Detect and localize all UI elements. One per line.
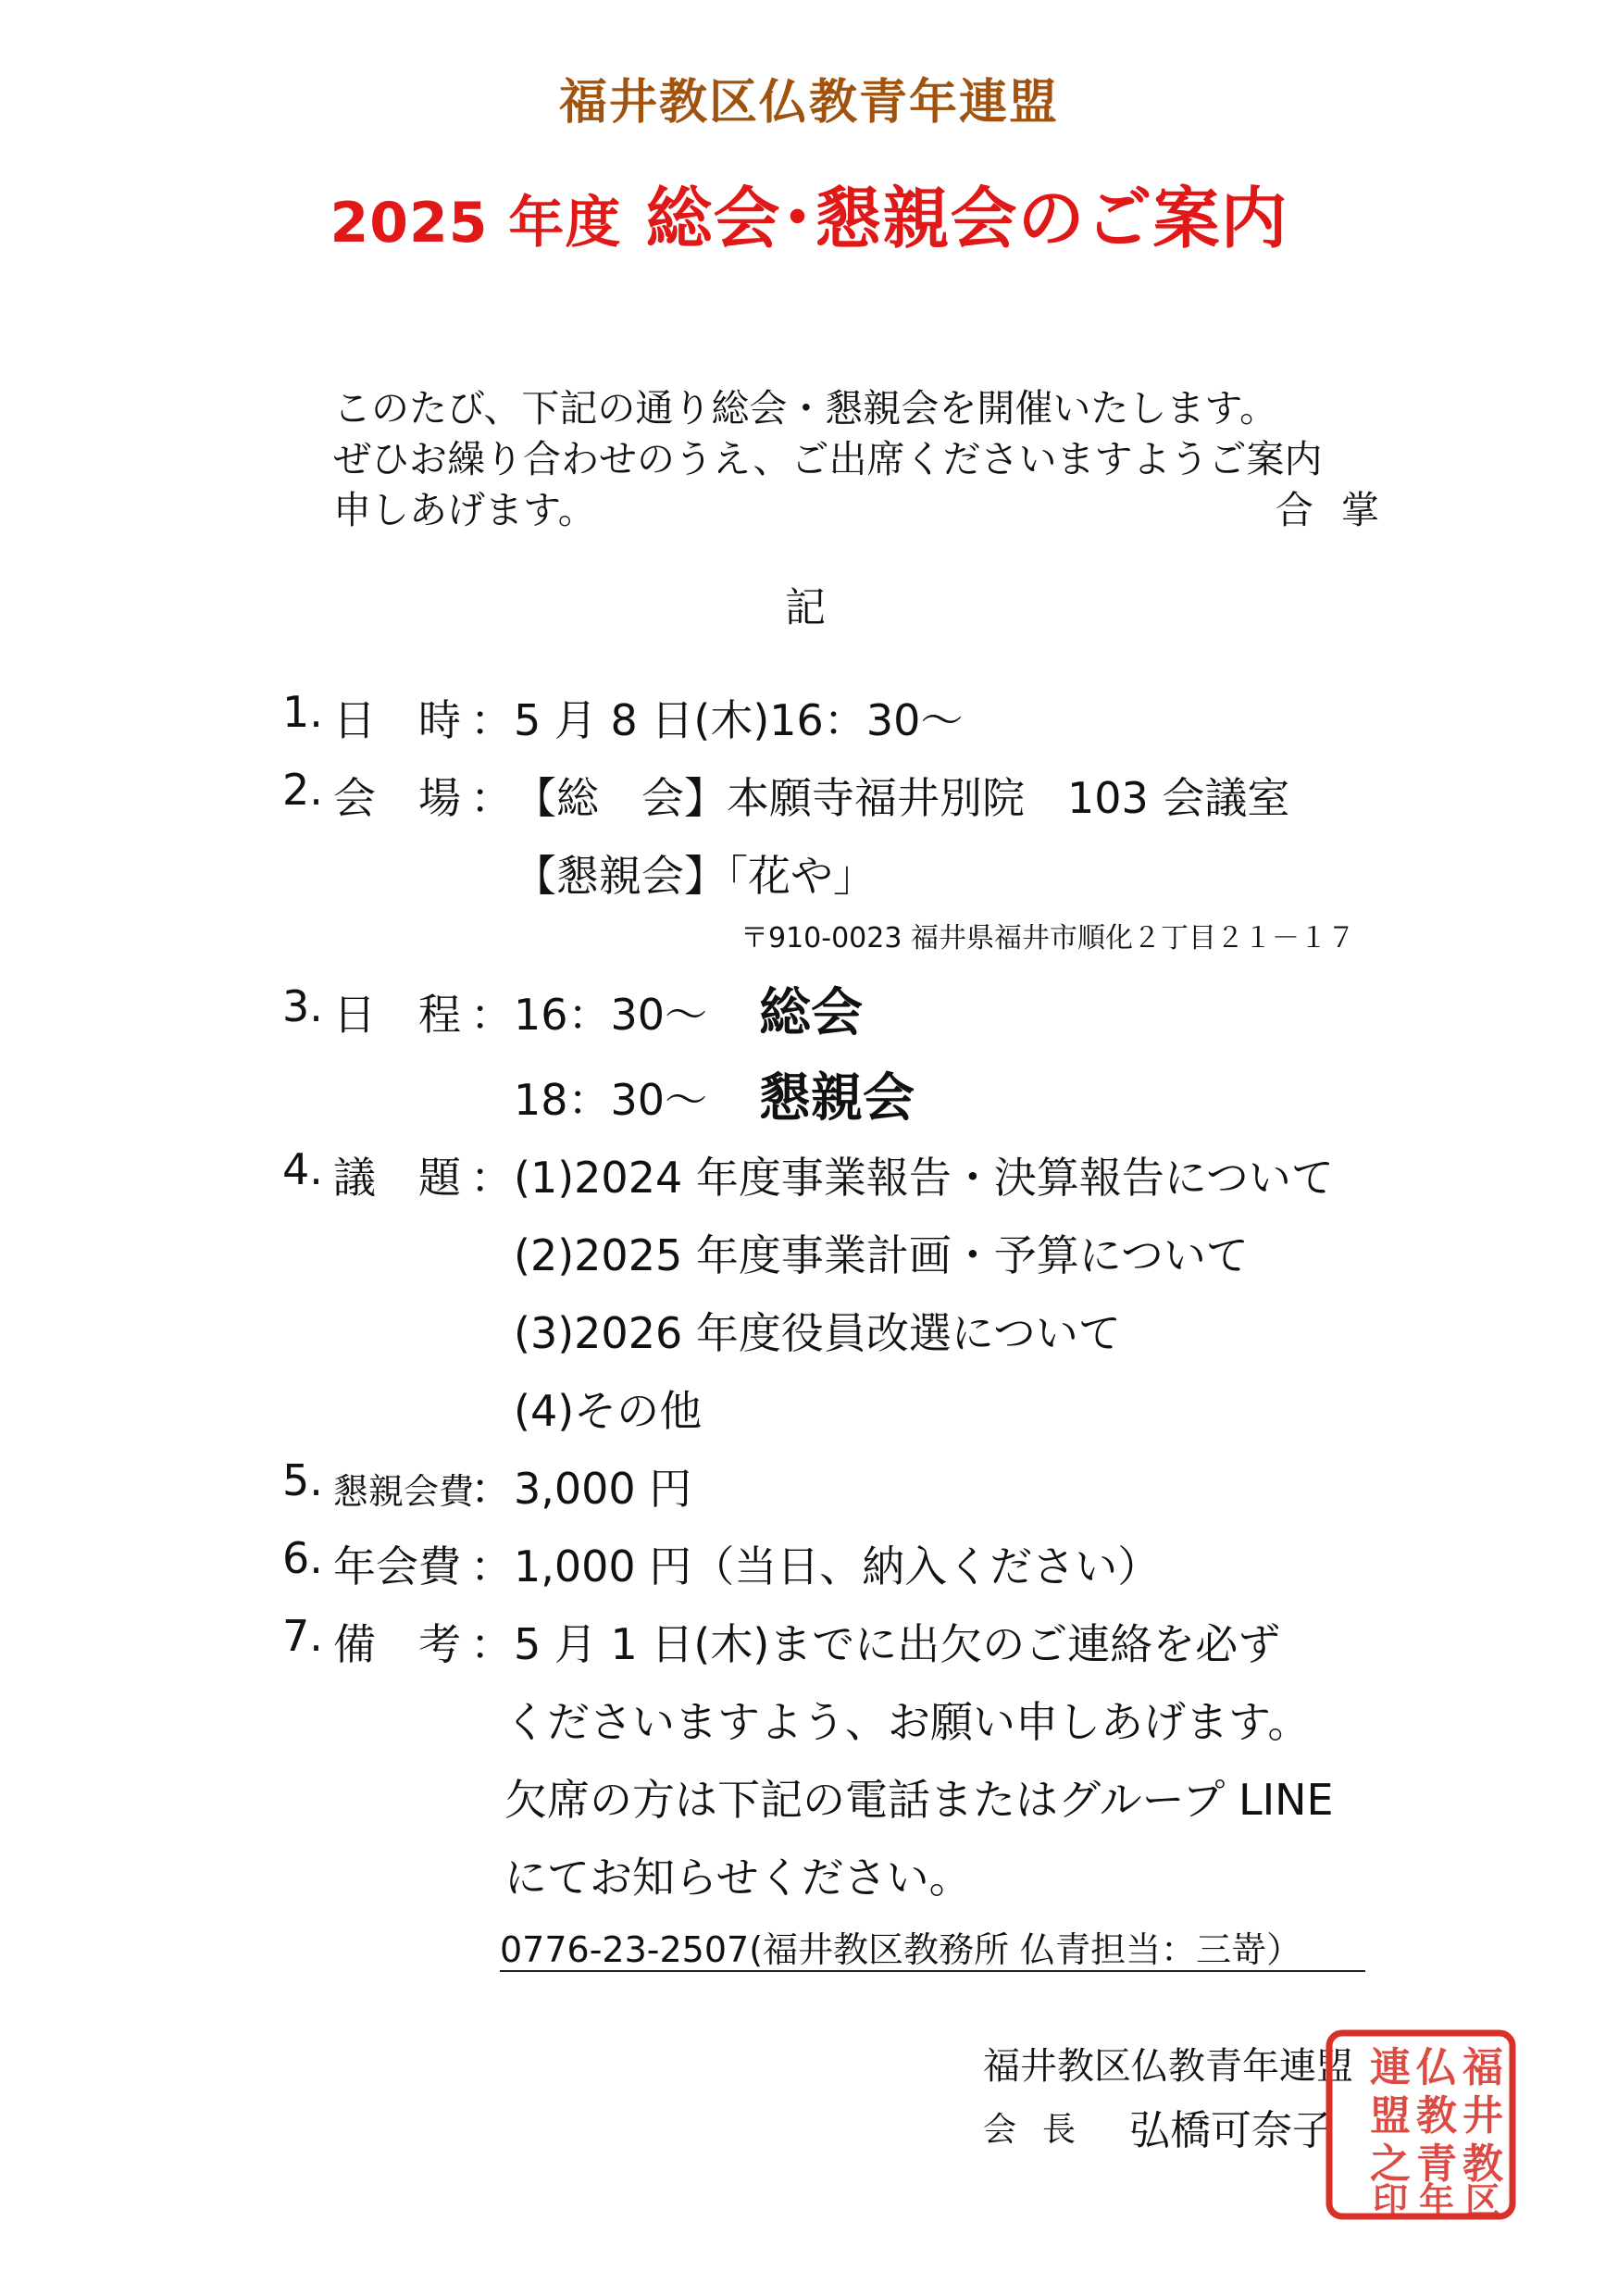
item-label-venue: 会 場 xyxy=(333,773,461,823)
svg-text:区: 区 xyxy=(1464,2179,1501,2221)
item-number-5: 5. xyxy=(282,1455,323,1505)
svg-text:井: 井 xyxy=(1462,2092,1503,2140)
notes-line: くださいますよう、お願い申しあげます。 xyxy=(504,1697,1311,1747)
agenda-entry: (1)2024 年度事業報告・決算報告について xyxy=(514,1153,1334,1203)
item-number-1: 1. xyxy=(282,687,323,737)
item-label-schedule: 日 程 xyxy=(333,990,461,1040)
item-colon: ： xyxy=(470,990,513,1040)
svg-text:盟: 盟 xyxy=(1370,2092,1411,2140)
item-label-party-fee: 懇親会費 xyxy=(333,1471,475,1512)
item-value-annual-fee: 1,000 円（当日、納入ください） xyxy=(514,1541,1161,1591)
item-value-date: 5 月 8 日(木)16：30～ xyxy=(514,695,964,745)
notes-line: にてお知らせください。 xyxy=(504,1853,972,1903)
item-colon: ： xyxy=(470,1153,513,1203)
signature-role: 会長 xyxy=(983,2111,1102,2149)
title-year: 2025 年度 xyxy=(330,191,622,256)
svg-text:連: 連 xyxy=(1370,2044,1411,2091)
intro-line-3: 申しあげます。 xyxy=(333,488,596,532)
item-colon: ： xyxy=(470,1619,513,1669)
agenda-entry: (3)2026 年度役員改選について xyxy=(514,1308,1121,1358)
item-colon: ： xyxy=(470,695,513,745)
item-colon: ： xyxy=(470,1541,513,1591)
organization-title: 福井教区仏教青年連盟 xyxy=(558,75,1059,131)
seal-stamp xyxy=(1324,2028,1518,2222)
item-label-annual-fee: 年会費 xyxy=(333,1541,461,1591)
intro-line-2: ぜひお繰り合わせのうえ、ご出席くださいますようご案内 xyxy=(333,437,1323,481)
item-number-3: 3. xyxy=(282,981,323,1031)
intro-line-1: このたび、下記の通り総会・懇親会を開催いたします。 xyxy=(333,386,1278,430)
contact-underline xyxy=(500,1970,1365,1972)
svg-text:教: 教 xyxy=(1462,2140,1503,2188)
svg-text:教: 教 xyxy=(1416,2092,1457,2140)
notes-line: 5 月 1 日(木)までに出欠のご連絡を必ず xyxy=(514,1619,1281,1669)
item-label-date: 日 時 xyxy=(333,695,461,745)
notes-line: 欠席の方は下記の電話またはグループ LINE xyxy=(504,1775,1334,1825)
item-label-agenda: 議 題 xyxy=(333,1153,461,1203)
ki-heading: 記 xyxy=(785,584,826,631)
closing-gassho: 合掌 xyxy=(1276,488,1407,532)
schedule-event-2: 懇親会 xyxy=(759,1068,915,1129)
schedule-event-1: 総会 xyxy=(759,983,863,1043)
svg-text:青: 青 xyxy=(1416,2140,1457,2188)
item-number-4: 4. xyxy=(282,1144,323,1194)
item-colon: ： xyxy=(470,773,513,823)
item-number-7: 7. xyxy=(282,1611,323,1661)
page-title xyxy=(0,165,1618,261)
item-value-venue-meeting: 【総 会】本願寺福井別院 103 会議室 xyxy=(514,773,1290,823)
agenda-entry: (2)2025 年度事業計画・予算について xyxy=(514,1230,1249,1280)
contact-info: 0776-23-2507(福井教区教務所 仏青担当：三嵜） xyxy=(500,1929,1302,1970)
item-colon: ： xyxy=(470,1464,513,1514)
svg-text:年: 年 xyxy=(1418,2179,1455,2221)
svg-text:印: 印 xyxy=(1372,2179,1409,2221)
svg-text:仏: 仏 xyxy=(1416,2044,1457,2091)
agenda-entry: (4)その他 xyxy=(514,1386,703,1436)
svg-text:之: 之 xyxy=(1370,2140,1411,2188)
item-number-6: 6. xyxy=(282,1533,323,1583)
title-main: 総会･懇親会のご案内 xyxy=(645,180,1288,257)
item-value-party-fee: 3,000 円 xyxy=(514,1464,692,1514)
svg-text:福: 福 xyxy=(1462,2044,1503,2091)
item-number-2: 2. xyxy=(282,765,323,815)
item-value-venue-party: 【懇親会】「花や」 xyxy=(514,851,876,901)
signature-name: 弘橋可奈子 xyxy=(1129,2107,1333,2154)
schedule-time-1: 16：30～ xyxy=(514,990,708,1040)
item-label-notes: 備 考 xyxy=(333,1619,461,1669)
venue-address: 〒910-0023 福井県福井市順化２丁目２１－１７ xyxy=(741,922,1355,955)
schedule-time-2: 18：30～ xyxy=(514,1075,708,1125)
signature-organization: 福井教区仏教青年連盟 xyxy=(983,2045,1353,2088)
